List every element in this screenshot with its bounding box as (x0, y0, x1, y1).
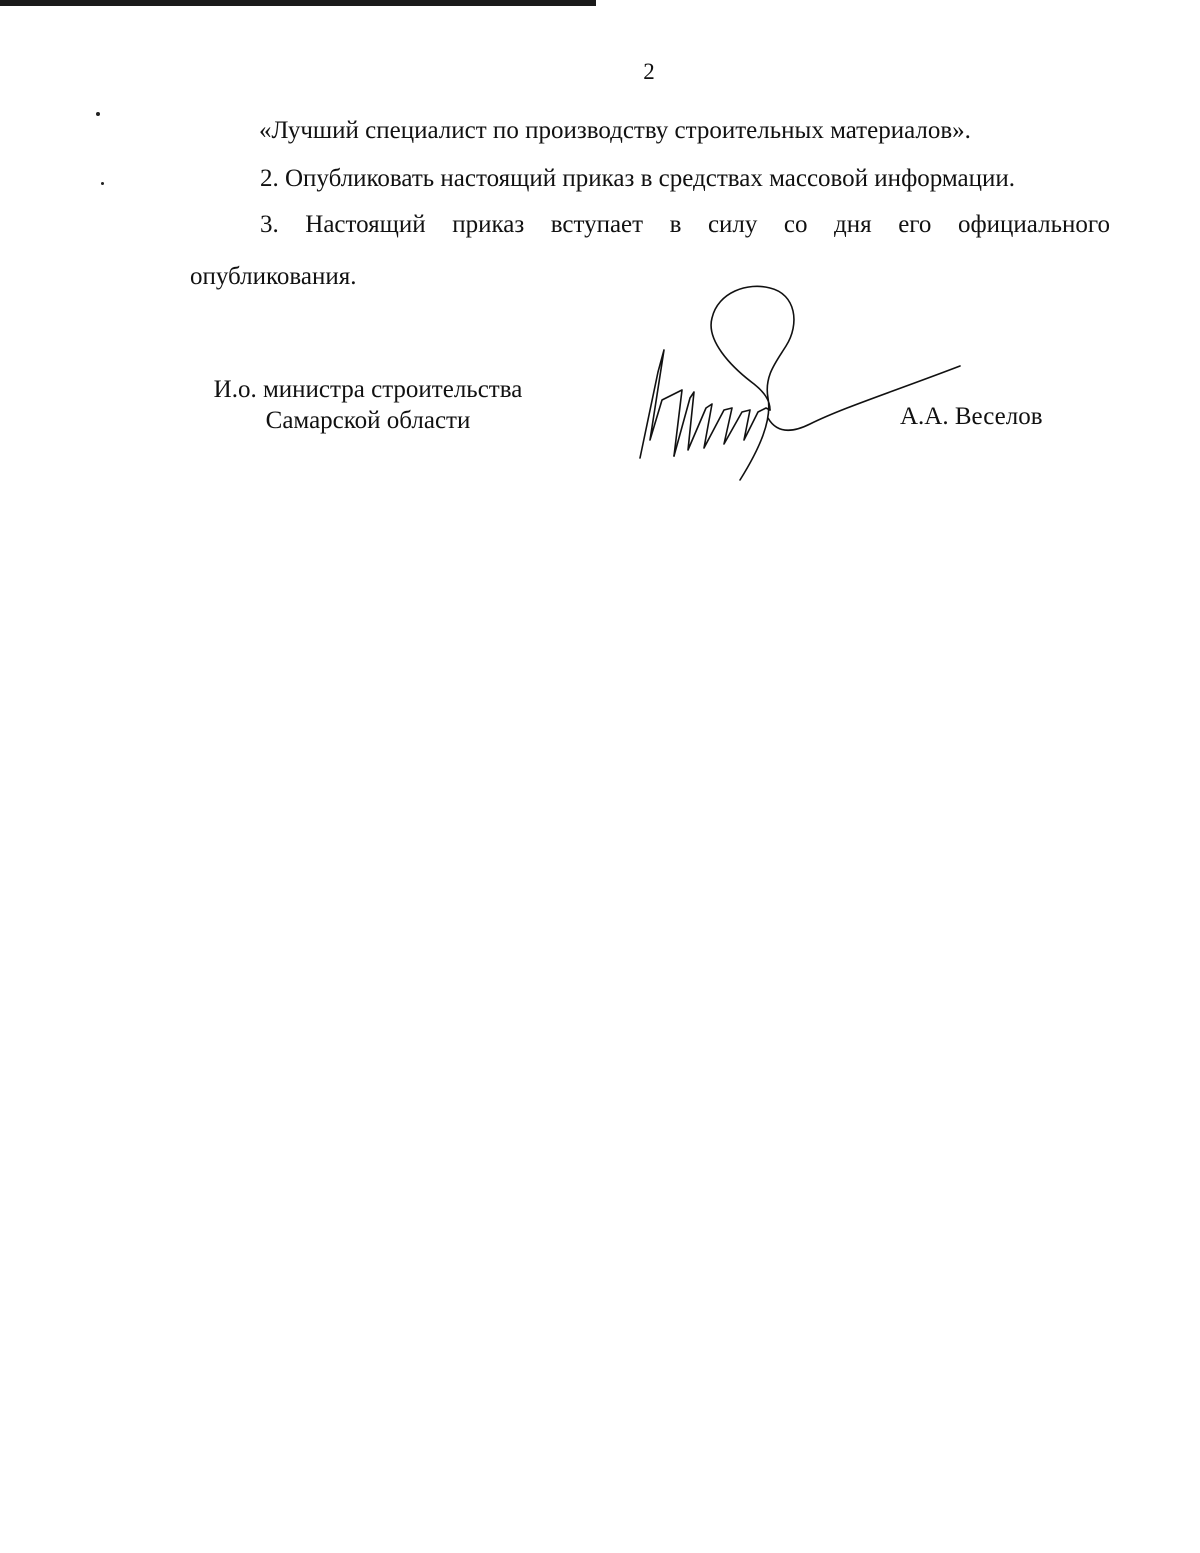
paragraph-item-3-line-1: 3. Настоящий приказ вступает в силу со дня его официального (260, 211, 1110, 238)
paragraph-continuation: «Лучший специалист по производству строительных материалов». (259, 117, 971, 144)
signatory-position-line-1: И.о. министра строительства (213, 376, 523, 403)
signatory-position-line-2: Самарской области (265, 407, 471, 434)
signatory-name: А.А. Веселов (900, 403, 1043, 430)
signatory-position (188, 374, 548, 436)
scan-speck (101, 182, 104, 185)
paragraph-item-2: 2. Опубликовать настоящий приказ в средствах массовой информации. (260, 165, 1016, 192)
paragraph-item-3-line-2: опубликования. (190, 263, 357, 290)
page-number: 2 (643, 59, 655, 84)
scan-edge-bar (0, 0, 596, 6)
handwritten-signature (620, 280, 970, 490)
scan-speck (96, 112, 100, 116)
